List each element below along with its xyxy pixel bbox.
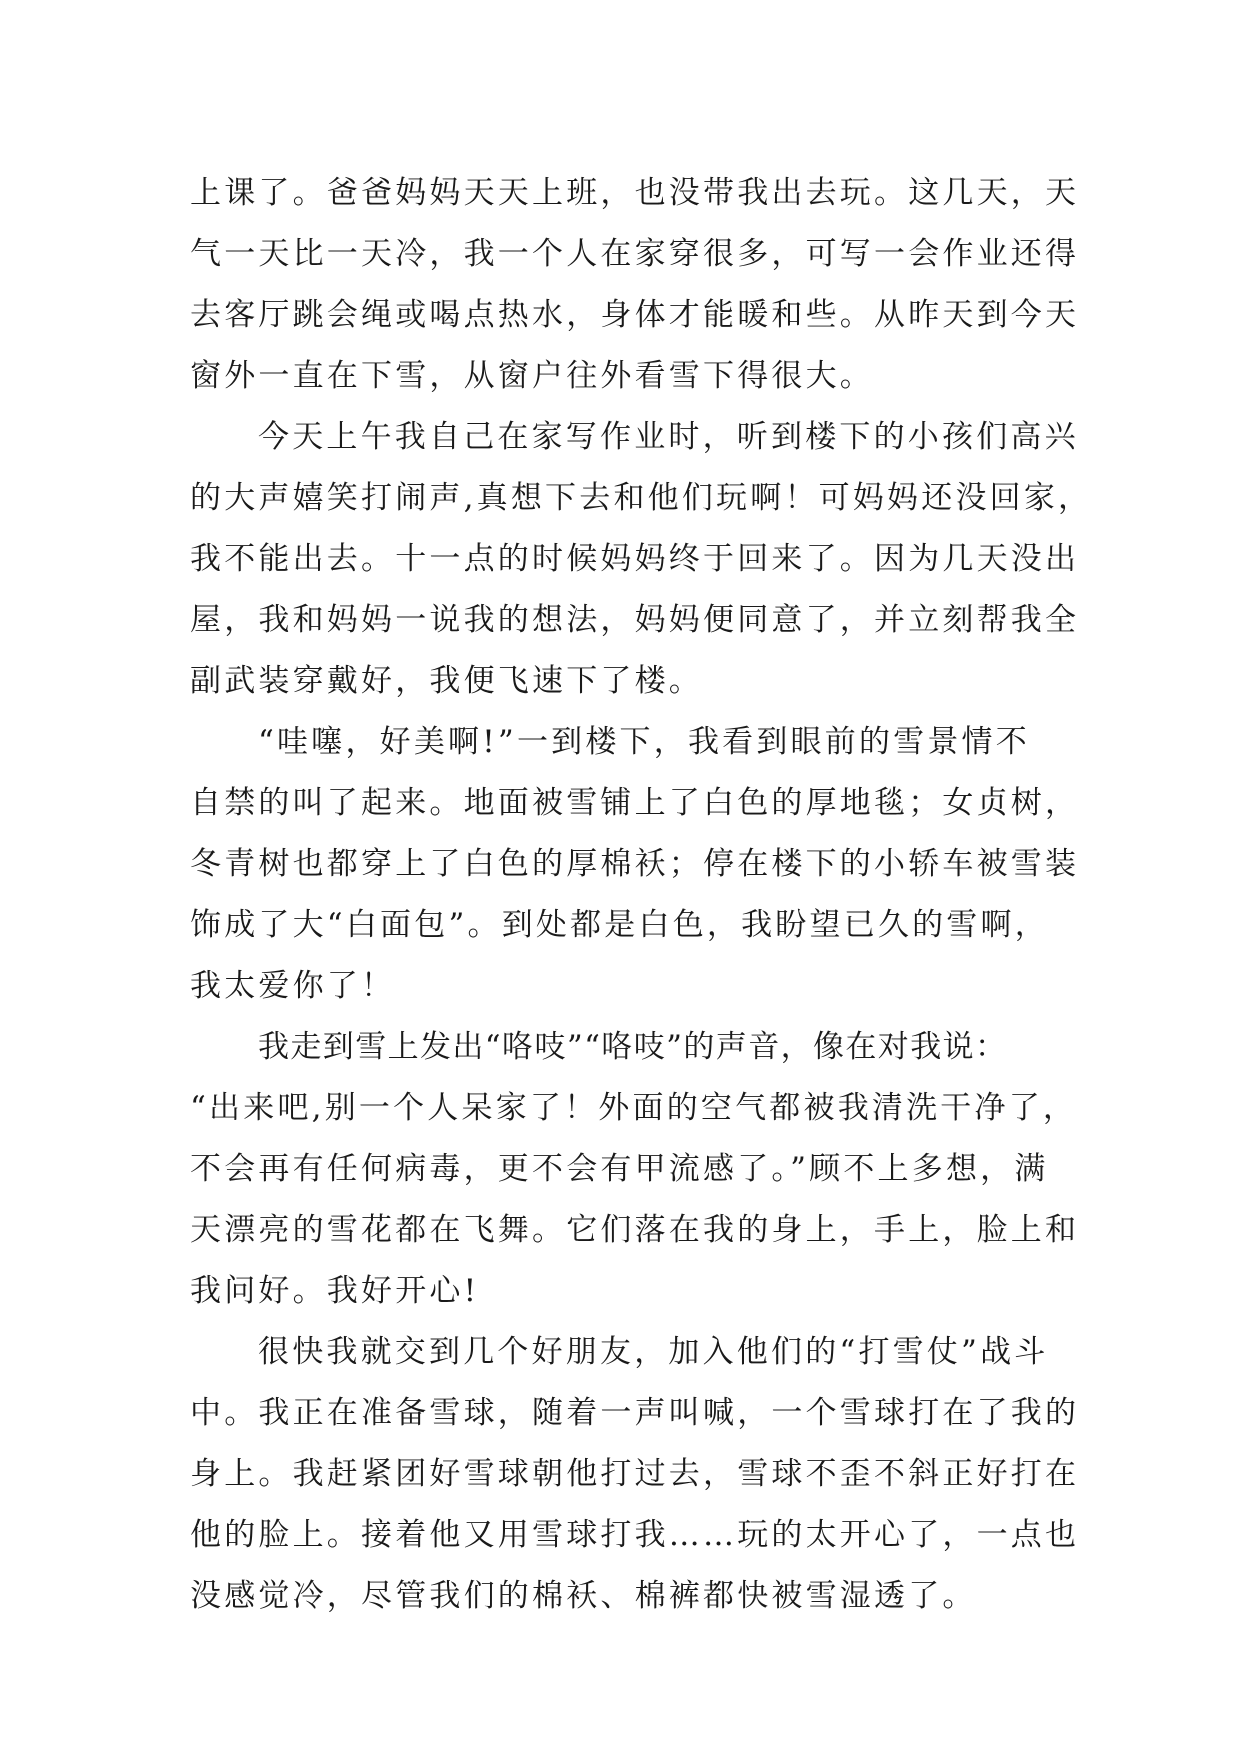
paragraph-2 bbox=[190, 407, 1093, 712]
paragraph-line: 我不能出去。十一点的时候妈妈终于回来了。因为几天没出 bbox=[190, 541, 1080, 577]
paragraph-4 bbox=[190, 1017, 1090, 1322]
paragraph-line: 很快我就交到几个好朋友，加入他们的“打雪仗”战斗 bbox=[258, 1334, 1049, 1370]
paragraph-line: 上课了。爸爸妈妈天天上班，也没带我出去玩。这几天，天 bbox=[190, 175, 1080, 211]
paragraph-line: 窗外一直在下雪，从窗户往外看雪下得很大。 bbox=[190, 358, 874, 394]
paragraph-line: 天漂亮的雪花都在飞舞。它们落在我的身上，手上，脸上和 bbox=[190, 1212, 1080, 1248]
paragraph-line: 自禁的叫了起来。地面被雪铺上了白色的厚地毯；女贞树， bbox=[190, 785, 1080, 821]
paragraph-line: 不会再有任何病毒，更不会有甲流感了。”顾不上多想，满 bbox=[190, 1151, 1049, 1187]
paragraph-line: 没感觉冷，尽管我们的棉袄、棉裤都快被雪湿透了。 bbox=[190, 1578, 977, 1614]
document-body bbox=[190, 163, 1093, 1627]
paragraph-line: 冬青树也都穿上了白色的厚棉袄；停在楼下的小轿车被雪装 bbox=[190, 846, 1080, 882]
paragraph-line: 中。我正在准备雪球，随着一声叫喊，一个雪球打在了我的 bbox=[190, 1395, 1080, 1431]
paragraph-line: 气一天比一天冷，我一个人在家穿很多，可写一会作业还得 bbox=[190, 236, 1080, 272]
paragraph-line: 今天上午我自己在家写作业时，听到楼下的小孩们高兴 bbox=[258, 419, 1079, 455]
paragraph-line: 我问好。我好开心! bbox=[190, 1273, 480, 1309]
paragraph-line: 我走到雪上发出“咯吱”“咯吱”的声音，像在对我说： bbox=[258, 1029, 1008, 1065]
paragraph-line: 的大声嬉笑打闹声,真想下去和他们玩啊！可妈妈还没回家， bbox=[190, 480, 1093, 516]
paragraph-line: “哇噻，好美啊!”一到楼下，我看到眼前的雪景情不 bbox=[258, 724, 1030, 760]
paragraph-line: 我太爱你了！ bbox=[190, 968, 396, 1004]
paragraph-line: “出来吧,别一个人呆家了！外面的空气都被我清洗干净了， bbox=[190, 1090, 1078, 1126]
paragraph-line: 去客厅跳会绳或喝点热水，身体才能暖和些。从昨天到今天 bbox=[190, 297, 1080, 333]
paragraph-line: 饰成了大“白面包”。到处都是白色，我盼望已久的雪啊， bbox=[190, 907, 1049, 943]
paragraph-line: 身上。我赶紧团好雪球朝他打过去，雪球不歪不斜正好打在 bbox=[190, 1456, 1080, 1492]
paragraph-line: 副武装穿戴好，我便飞速下了楼。 bbox=[190, 663, 703, 699]
paragraph-5 bbox=[190, 1322, 1090, 1627]
paragraph-1 bbox=[190, 163, 1090, 407]
paragraph-3 bbox=[190, 712, 1090, 1017]
paragraph-line: 屋，我和妈妈一说我的想法，妈妈便同意了，并立刻帮我全 bbox=[190, 602, 1080, 638]
paragraph-line: 他的脸上。接着他又用雪球打我……玩的太开心了，一点也 bbox=[190, 1517, 1080, 1553]
